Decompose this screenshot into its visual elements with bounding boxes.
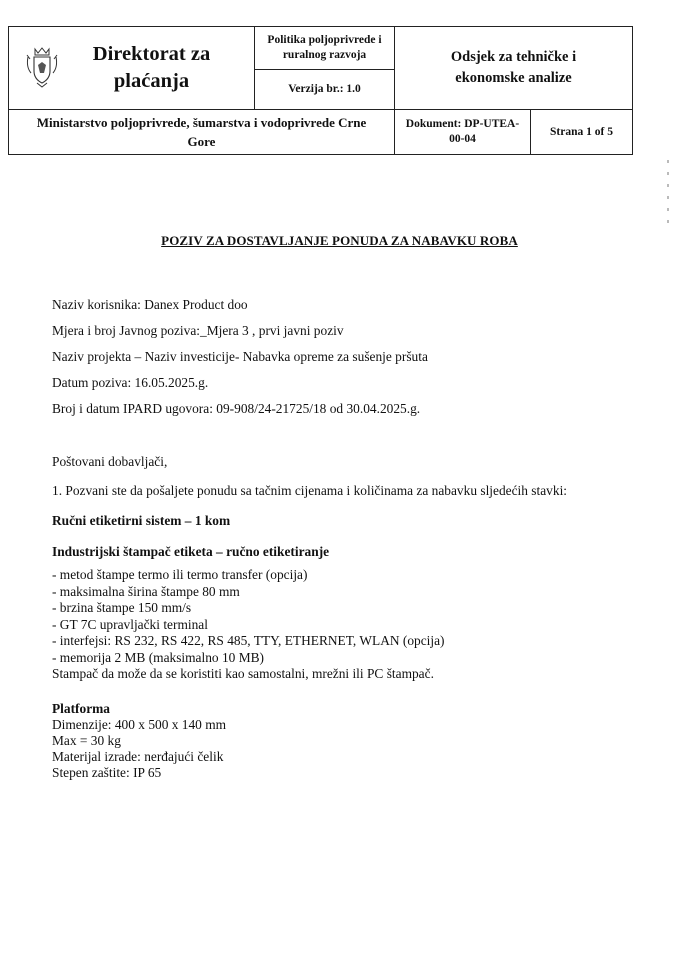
platform-heading: Platforma (52, 700, 111, 716)
document-body (52, 296, 652, 781)
document-header (8, 26, 633, 155)
coat-of-arms-icon (25, 45, 59, 89)
list-item: Stepen zaštite: IP 65 (52, 764, 162, 780)
version-label: Verzija br.: 1.0 (288, 83, 361, 95)
list-item: - maksimalna širina štampe 80 mm (52, 583, 240, 599)
printer-specs (52, 567, 652, 683)
list-item: - interfejsi: RS 232, RS 422, RS 485, TTY, ETHERNET, WLAN (opcija) (52, 633, 445, 648)
info-korisnik: Naziv korisnika: Danex Product doo (52, 297, 248, 312)
list-item: Materijal izrade: nerđajući čelik (52, 748, 224, 764)
greeting: Poštovani dobavljači, (52, 454, 168, 469)
list-item: - metod štampe termo ili termo transfer (opcija) (52, 567, 308, 582)
list-item: - GT 7C upravljački terminal (52, 616, 208, 632)
info-projekat: Naziv projekta – Naziv investicije- Nabavka opreme za sušenje pršuta (52, 349, 428, 364)
item-title: Ručni etiketirni sistem – 1 kom (52, 513, 231, 528)
list-item: Dimenzije: 400 x 500 x 140 mm (52, 716, 227, 732)
platform-specs (52, 717, 652, 781)
org-cell (9, 27, 255, 110)
ministry-label: Ministarstvo poljoprivrede, šumarstva i vodoprivrede Crne Gore (9, 110, 395, 155)
org-name: Direktorat za plaćanja (92, 43, 211, 92)
list-item: - brzina štampe 150 mm/s (52, 600, 192, 615)
page-title: POZIV ZA DOSTAVLJANJE PONUDA ZA NABAVKU ROBA (161, 233, 518, 248)
info-mjera: Mjera i broj Javnog poziva:_Mjera 3 , prvi javni poziv (52, 323, 344, 338)
printer-note: Stampač da može da se koristiti kao samostalni, mrežni ili PC štampač. (52, 666, 434, 681)
list-item: Max = 30 kg (52, 732, 121, 748)
policy-label: Politika poljoprivrede i ruralnog razvoja (255, 27, 394, 70)
page-number: Strana 1 of 5 (531, 110, 633, 155)
info-ugovor: Broj i datum IPARD ugovora: 09-908/24-21725/18 od 30.04.2025.g. (52, 401, 421, 416)
department-label: Odsjek za tehničke i ekonomske analize (395, 27, 633, 110)
printer-heading: Industrijski štampač etiketa – ručno etiketiranje (52, 544, 330, 559)
list-item: - memorija 2 MB (maksimalno 10 MB) (52, 649, 264, 665)
document-code: Dokument: DP-UTEA- 00-04 (395, 110, 531, 155)
info-datum: Datum poziva: 16.05.2025.g. (52, 375, 209, 390)
invitation: 1. Pozvani ste da pošaljete ponudu sa tačnim cijenama i količinama za nabavku sljedećih stavki: (52, 483, 568, 498)
policy-cell (255, 27, 395, 110)
